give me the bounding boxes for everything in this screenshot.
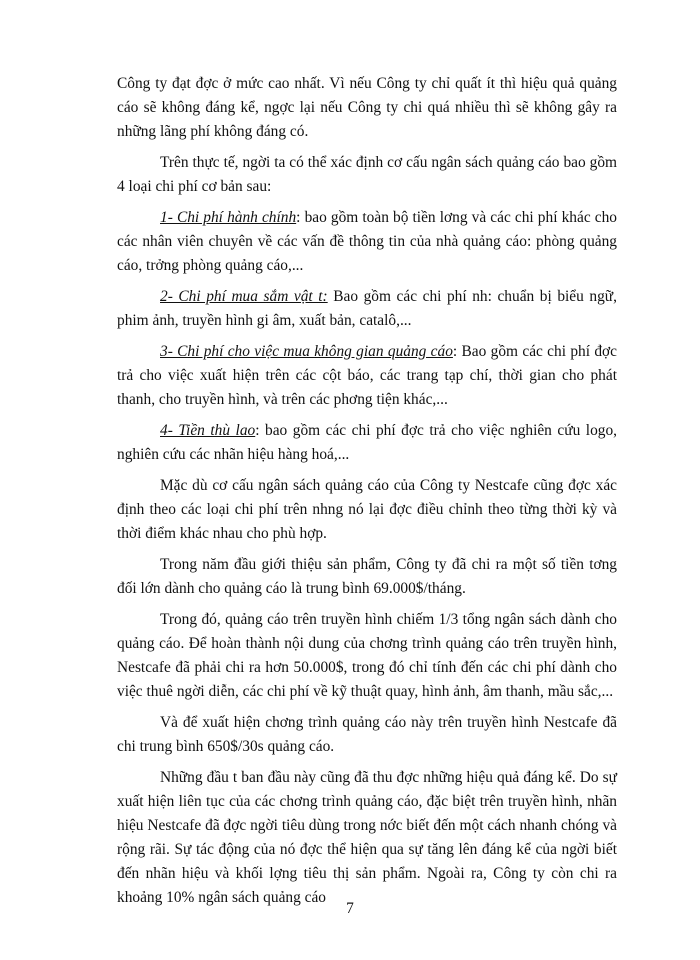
- paragraph-results: Những đầu t ban đầu này cũng đã thu đợc những hiệu quả đáng kể. Do sự xuất hiện liên tục của các chơng trình quảng cáo, đặc biệt trên truyền hình, nhãn hiệu Nestcafe đã đợc ngời tiêu dùng trong nớc biết đến một cách nhanh chóng và rộng rãi. Sự tác động của nó đợc thể hiện qua sự tăng lên đáng kể của ngời biết đến nhãn hiệu và khối lợng tiêu thị sản phẩm. Ngoài ra, Công ty còn chi ra khoảng 10% ngân sách quảng cáo: [117, 769, 617, 906]
- paragraph-material-costs: [117, 285, 617, 333]
- label-material-costs: 2- Chi phí mua sắm vật t:: [160, 288, 328, 305]
- paragraph-fees: [117, 419, 617, 467]
- paragraph-intro-cost-types: Trên thực tế, ngời ta có thể xác định cơ cấu ngân sách quảng cáo bao gồm 4 loại chi phí cơ bản sau:: [117, 154, 617, 195]
- paragraph-tv-cost: Và để xuất hiện chơng trình quảng cáo này trên truyền hình Nestcafe đã chi trung bình 650$/30s quảng cáo.: [117, 714, 617, 755]
- paragraph-continuation: Công ty đạt đợc ở mức cao nhất. Vì nếu Công ty chỉ quất ít thì hiệu quả quảng cáo sẽ không đáng kể, ngợc lại nếu Công ty chi quá nhiều thì sẽ không gây ra những lãng phí không đáng có.: [117, 75, 617, 140]
- text-ad-space-costs: : Bao gồm các chi phí đợc trả cho việc xuất hiện trên các cột báo, các trang tạp chí, thời gian cho phát thanh, cho truyền hình, và trên các phơng tiện khác,...: [117, 343, 617, 408]
- paragraph-admin-costs: [117, 206, 617, 278]
- label-ad-space-costs: 3- Chi phí cho việc mua không gian quảng cáo: [160, 343, 453, 360]
- paragraph-tv-share: Trong đó, quảng cáo trên truyền hình chiếm 1/3 tổng ngân sách dành cho quảng cáo. Để hoàn thành nội dung của chơng trình quảng cáo trên truyền hình, Nestcafe đã phải chi ra hơn 50.000$, trong đó chỉ tính đến các chi phí dành cho việc thuê ngời diễn, các chi phí về kỹ thuật quay, hình ảnh, âm thanh, mầu sắc,...: [117, 611, 617, 700]
- paragraph-ad-space-costs: [117, 340, 617, 412]
- page-number: 7: [346, 900, 354, 917]
- document-page: [117, 72, 617, 917]
- text-admin-costs: : bao gồm toàn bộ tiền lơng và các chi phí khác cho các nhân viên chuyên về các vấn đề thông tin của nhà quảng cáo: phòng quảng cáo, trởng phòng quảng cáo,...: [117, 209, 617, 274]
- text-material-costs: Bao gồm các chi phí nh: chuẩn bị biểu ngữ, phim ảnh, truyền hình gi âm, xuất bản, catalô,...: [117, 288, 617, 329]
- paragraph-first-year: Trong năm đầu giới thiệu sản phẩm, Công ty đã chi ra một số tiền tơng đối lớn dành cho quảng cáo là trung bình 69.000$/tháng.: [117, 556, 617, 597]
- label-admin-costs: 1- Chi phí hành chính: [160, 209, 297, 226]
- paragraph-nestcafe-budget: Mặc dù cơ cấu ngân sách quảng cáo của Công ty Nestcafe cũng đợc xác định theo các loại chi phí trên nhng nó lại đợc điều chỉnh theo từng thời kỳ và thời điểm khác nhau cho phù hợp.: [117, 477, 617, 542]
- text-fees: : bao gồm các chi phí đợc trả cho việc nghiên cứu logo, nghiên cứu các nhãn hiệu hàng hoá,...: [117, 422, 617, 463]
- label-fees: 4- Tiền thù lao: [160, 422, 256, 439]
